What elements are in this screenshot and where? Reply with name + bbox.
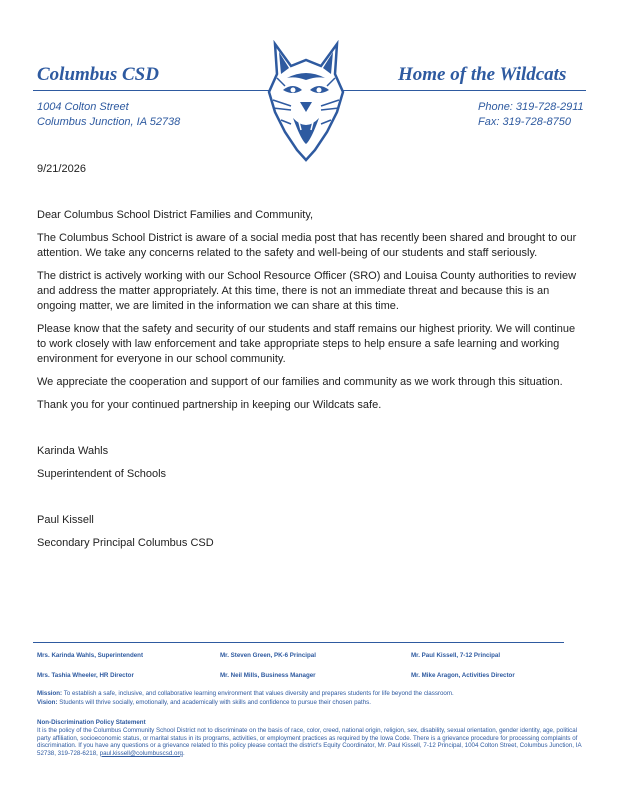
- signer-name: Paul Kissell: [37, 514, 94, 526]
- paragraph: Please know that the safety and security of our students and staff remains our highest priority. We will continue to work closely with law enforcement and take appropriate steps to help ensure a safe learning and working environment for everyone in our school community.: [37, 323, 576, 365]
- paragraph: Thank you for your continued partnership in keeping our Wildcats safe.: [37, 399, 382, 411]
- staff-member: Mr. Mike Aragon, Activities Director: [411, 672, 515, 679]
- paragraph: The district is actively working with our School Resource Officer (SRO) and Louisa County authorities to review and address the matter appropriately. At this time, there is not an immediate threat and because this is an ongoing matter, we are limited in the information we can share at this time.: [37, 270, 577, 312]
- mission-label: Mission:: [37, 690, 63, 697]
- city-address: Columbus Junction, IA 52738: [37, 116, 181, 128]
- equity-coordinator-email-link[interactable]: paul.kissell@columbuscsd.org: [99, 749, 183, 757]
- vision-statement: [37, 699, 585, 707]
- staff-member: Mr. Neil Mills, Business Manager: [220, 672, 316, 679]
- policy-text: It is the policy of the Columbus Community School District not to discriminate on the basis of race, color, creed, national origin, religion, sex, disability, sexual orientation, gender identity, age, political party affiliation, socioeconomic status, or marital status in its programs, activities, or employment practices as required by the Iowa Code. There is a grievance procedure for processing complaints of discrimination. If you have any questions or a grievance related to this policy please contact the district's Equity Coordinator, Mr. Paul Kissell, 7-12 Principal, 1004 Colton Street, Columbus Junction, IA 52738, 319-728-6218,: [37, 727, 582, 757]
- street-address: 1004 Colton Street: [37, 101, 129, 113]
- staff-member: Mr. Paul Kissell, 7-12 Principal: [411, 652, 501, 659]
- signer-title: Secondary Principal Columbus CSD: [37, 537, 214, 549]
- footer-rule: [33, 642, 564, 643]
- vision-text: Students will thrive socially, emotionally, and academically with skills and confidence to pursue their chosen paths.: [57, 699, 371, 706]
- district-motto: Home of the Wildcats: [398, 64, 567, 85]
- mission-text: To establish a safe, inclusive, and collaborative learning environment that values diversity and prepares students for life beyond the classroom.: [62, 690, 454, 697]
- district-name: Columbus CSD: [37, 64, 159, 85]
- policy-end: .: [182, 749, 185, 757]
- mission-statement: [37, 690, 585, 698]
- wildcat-logo: [265, 40, 347, 162]
- vision-label: Vision:: [37, 699, 58, 706]
- paragraph: The Columbus School District is aware of a social media post that has recently been shared and brought to our attention. We take any concerns related to the safety and well-being of our students and staff seriously.: [37, 232, 577, 259]
- letter-date: 9/21/2026: [37, 163, 86, 175]
- letter-body: [37, 208, 585, 421]
- greeting: Dear Columbus School District Families and Community,: [37, 209, 314, 221]
- staff-member: Mrs. Tashia Wheeler, HR Director: [37, 672, 134, 679]
- staff-member: Mrs. Karinda Wahls, Superintendent: [37, 652, 144, 659]
- policy-heading: Non-Discrimination Policy Statement: [37, 719, 146, 726]
- fax-number: Fax: 319-728-8750: [478, 116, 571, 128]
- staff-member: Mr. Steven Green, PK-6 Principal: [220, 652, 316, 659]
- phone-number: Phone: 319-728-2911: [478, 101, 584, 113]
- signer-name: Karinda Wahls: [37, 445, 109, 457]
- signer-title: Superintendent of Schools: [37, 468, 167, 480]
- policy-statement: [37, 727, 585, 757]
- paragraph: We appreciate the cooperation and support of our families and community as we work through this situation.: [37, 376, 563, 388]
